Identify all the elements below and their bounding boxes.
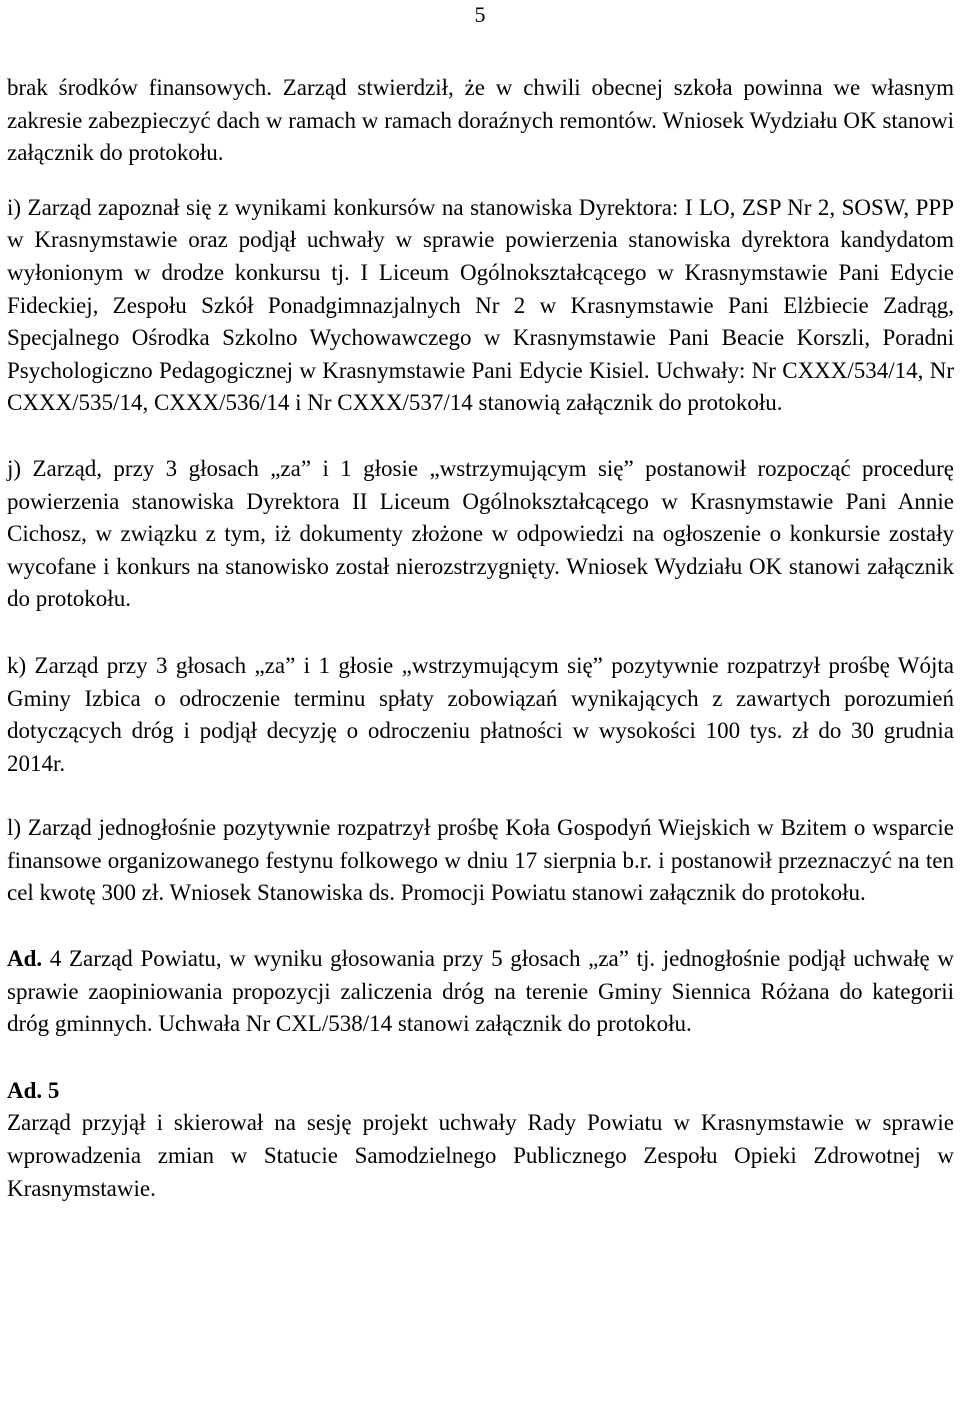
paragraph-continuation: brak środków finansowych. Zarząd stwierdził, że w chwili obecnej szkoła powinna we własnym zakresie zabezpieczyć dach w ramach w ramach doraźnych remontów. Wniosek Wydziału OK stanowi załącznik do protokołu. xyxy=(7,75,954,166)
paragraph-j: j) Zarząd, przy 3 głosach „za” i 1 głosie „wstrzymującym się” postanowił rozpocząć procedurę powierzenia stanowiska Dyrektora II Liceum Ogólnokształcącego w Krasnymstawie Pani Annie Cichosz, w związku z tym, iż dokumenty złożone w odpowiedzi na ogłoszenie o konkursie zostały wycofane i konkurs na stanowisko został nierozstrzygnięty. Wniosek Wydziału OK stanowi załącznik do protokołu. xyxy=(7,455,954,612)
paragraph-l: l) Zarząd jednogłośnie pozytywnie rozpatrzył prośbę Koła Gospodyń Wiejskich w Bzitem o wsparcie finansowe organizowanego festynu folkowego w dniu 17 sierpnia b.r. i postanowił przeznaczyć na ten cel kwotę 300 zł. Wniosek Stanowiska ds. Promocji Powiatu stanowi załącznik do protokołu. xyxy=(7,815,954,906)
ad-5-heading: Ad. 5 xyxy=(7,1077,60,1103)
document-body xyxy=(7,72,954,1205)
section-ad-5 xyxy=(7,1075,954,1205)
ad-4-text: 4 Zarząd Powiatu, w wyniku głosowania przy 5 głosach „za” tj. jednogłośnie podjął uchwałę w sprawie zaopiniowania propozycji zaliczenia dróg na terenie Gminy Siennica Różana do kategorii dróg gminnych. Uchwała Nr CXL/538/14 stanowi załącznik do protokołu. xyxy=(7,946,954,1037)
page-number: 5 xyxy=(474,2,486,27)
paragraph-k: k) Zarząd przy 3 głosach „za” i 1 głosie „wstrzymującym się” pozytywnie rozpatrzył prośbę Wójta Gminy Izbica o odroczenie terminu spłaty zobowiązań wynikających z zawartych porozumień dotyczących dróg i podjął decyzję o odroczeniu płatności w wysokości 100 tys. zł do 30 grudnia 2014r. xyxy=(7,652,954,776)
ad-4-label: Ad. xyxy=(7,946,43,972)
paragraph-i: i) Zarząd zapoznał się z wynikami konkursów na stanowiska Dyrektora: I LO, ZSP Nr 2, SOSW, PPP w Krasnymstawie oraz podjął uchwały w sprawie powierzenia stanowiska dyrektora kandydatom wyłonionym w drodze konkursu tj. I Liceum Ogólnokształcącego w Krasnymstawie Pani Edycie Fideckiej, Zespołu Szkół Ponadgimnazjalnych Nr 2 w Krasnymstawie Pani Elżbiecie Zadrąg, Specjalnego Ośrodka Szkolno Wychowawczego w Krasnymstawie Pani Beacie Korszli, Poradni Psychologiczno Pedagogicznej w Krasnymstawie Pani Edycie Kisiel. Uchwały: Nr CXXX/534/14, Nr CXXX/535/14, CXXX/536/14 i Nr CXXX/537/14 stanowią załącznik do protokołu. xyxy=(7,194,954,416)
paragraph-ad-4 xyxy=(7,943,954,1041)
paragraph-ad-5: Zarząd przyjął i skierował na sesję projekt uchwały Rady Powiatu w Krasnymstawie w sprawie wprowadzenia zmian w Statucie Samodzielnego Publicznego Zespołu Opieki Zdrowotnej w Krasnymstawie. xyxy=(7,1110,954,1201)
